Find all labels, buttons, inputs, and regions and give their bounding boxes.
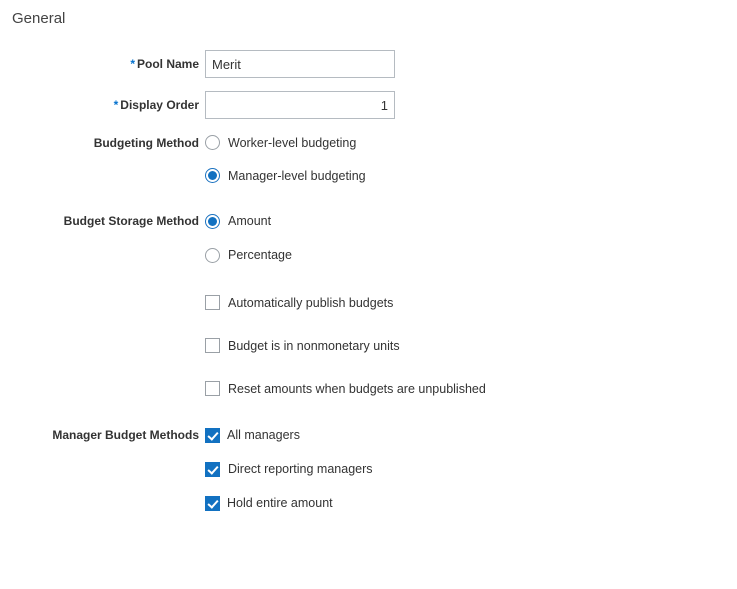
checkbox-hold-entire-amount[interactable]	[205, 496, 737, 511]
radio-icon-manager-level-budgeting[interactable]	[205, 168, 220, 183]
radio-label-percentage: Percentage	[228, 248, 292, 262]
checkbox-label-reset-amounts-when-budgets-are-unpublished: Reset amounts when budgets are unpublished	[228, 381, 486, 396]
field-row-nonmonetary-units	[0, 324, 737, 367]
radio-icon-percentage[interactable]	[205, 248, 220, 263]
field-row-budgeting-method-2	[0, 159, 737, 192]
checkbox-label-hold-entire-amount: Hold entire amount	[227, 496, 333, 510]
budget-storage-method-label: Budget Storage Method	[63, 214, 199, 228]
checkbox-label-all-managers: All managers	[227, 428, 300, 442]
checkbox-icon-hold-entire-amount[interactable]	[205, 496, 220, 511]
budgeting-method-label: Budgeting Method	[93, 135, 199, 150]
field-row-budget-storage-method	[0, 204, 737, 238]
display-order-label-text: Display Order	[120, 98, 199, 112]
display-order-input[interactable]	[205, 91, 395, 119]
checkbox-label-automatically-publish-budgets: Automatically publish budgets	[228, 295, 394, 310]
pool-name-field-cell	[205, 50, 737, 78]
manager-budget-methods-label: Manager Budget Methods	[52, 428, 199, 442]
field-row-manager-budget-methods-2	[0, 452, 737, 486]
nonmonetary-units-cell	[205, 338, 737, 353]
pool-name-label	[0, 57, 205, 71]
checkbox-icon-direct-reporting-managers[interactable]	[205, 462, 220, 477]
reset-amounts-cell	[205, 381, 737, 396]
field-row-auto-publish	[0, 281, 737, 324]
checkbox-automatically-publish-budgets[interactable]	[205, 295, 737, 310]
pool-name-input[interactable]	[205, 50, 395, 78]
radio-percentage[interactable]	[205, 248, 737, 263]
manager-budget-methods-option-3-cell	[205, 496, 737, 511]
checkbox-icon-budget-is-in-nonmonetary-units[interactable]	[205, 338, 220, 353]
checkbox-icon-all-managers[interactable]	[205, 428, 220, 443]
radio-amount[interactable]	[205, 214, 737, 229]
field-row-budget-storage-method-2	[0, 238, 737, 272]
radio-label-manager-level-budgeting: Manager-level budgeting	[228, 168, 366, 183]
radio-label-worker-level-budgeting: Worker-level budgeting	[228, 135, 357, 150]
field-row-budgeting-method	[0, 126, 737, 159]
checkbox-icon-automatically-publish-budgets[interactable]	[205, 295, 220, 310]
radio-icon-worker-level-budgeting[interactable]	[205, 135, 220, 150]
budgeting-method-option-1-cell	[205, 135, 737, 150]
radio-worker-level-budgeting[interactable]	[205, 135, 737, 150]
budget-storage-option-2-cell	[205, 248, 737, 263]
checkbox-reset-amounts-when-budgets-are-unpublished[interactable]	[205, 381, 737, 396]
field-row-pool-name	[0, 44, 737, 84]
required-marker-pool-name: *	[130, 57, 135, 71]
field-row-manager-budget-methods	[0, 418, 737, 452]
budget-storage-option-1-cell	[205, 214, 737, 229]
checkbox-all-managers[interactable]	[205, 428, 737, 443]
manager-budget-methods-option-1-cell	[205, 428, 737, 443]
checkbox-budget-is-in-nonmonetary-units[interactable]	[205, 338, 737, 353]
checkbox-label-direct-reporting-managers: Direct reporting managers	[228, 462, 373, 476]
manager-budget-methods-option-2-cell	[205, 462, 737, 477]
required-marker-display-order: *	[113, 98, 119, 112]
radio-manager-level-budgeting[interactable]	[205, 168, 737, 183]
page-title: General	[12, 10, 66, 27]
checkbox-label-budget-is-in-nonmonetary-units: Budget is in nonmonetary units	[228, 338, 400, 353]
checkbox-direct-reporting-managers[interactable]	[205, 462, 737, 477]
radio-label-amount: Amount	[228, 214, 272, 228]
budgeting-method-option-2-cell	[205, 168, 737, 183]
auto-publish-cell	[205, 295, 737, 310]
radio-icon-amount[interactable]	[205, 214, 220, 229]
display-order-label	[0, 98, 205, 112]
field-row-manager-budget-methods-3	[0, 486, 737, 520]
checkbox-icon-reset-amounts-when-budgets-are-unpublished[interactable]	[205, 381, 220, 396]
pool-name-label-text: Pool Name	[136, 57, 199, 71]
display-order-field-cell	[205, 91, 737, 119]
field-row-reset-amounts	[0, 367, 737, 410]
field-row-display-order	[0, 84, 737, 126]
general-form	[0, 44, 737, 520]
